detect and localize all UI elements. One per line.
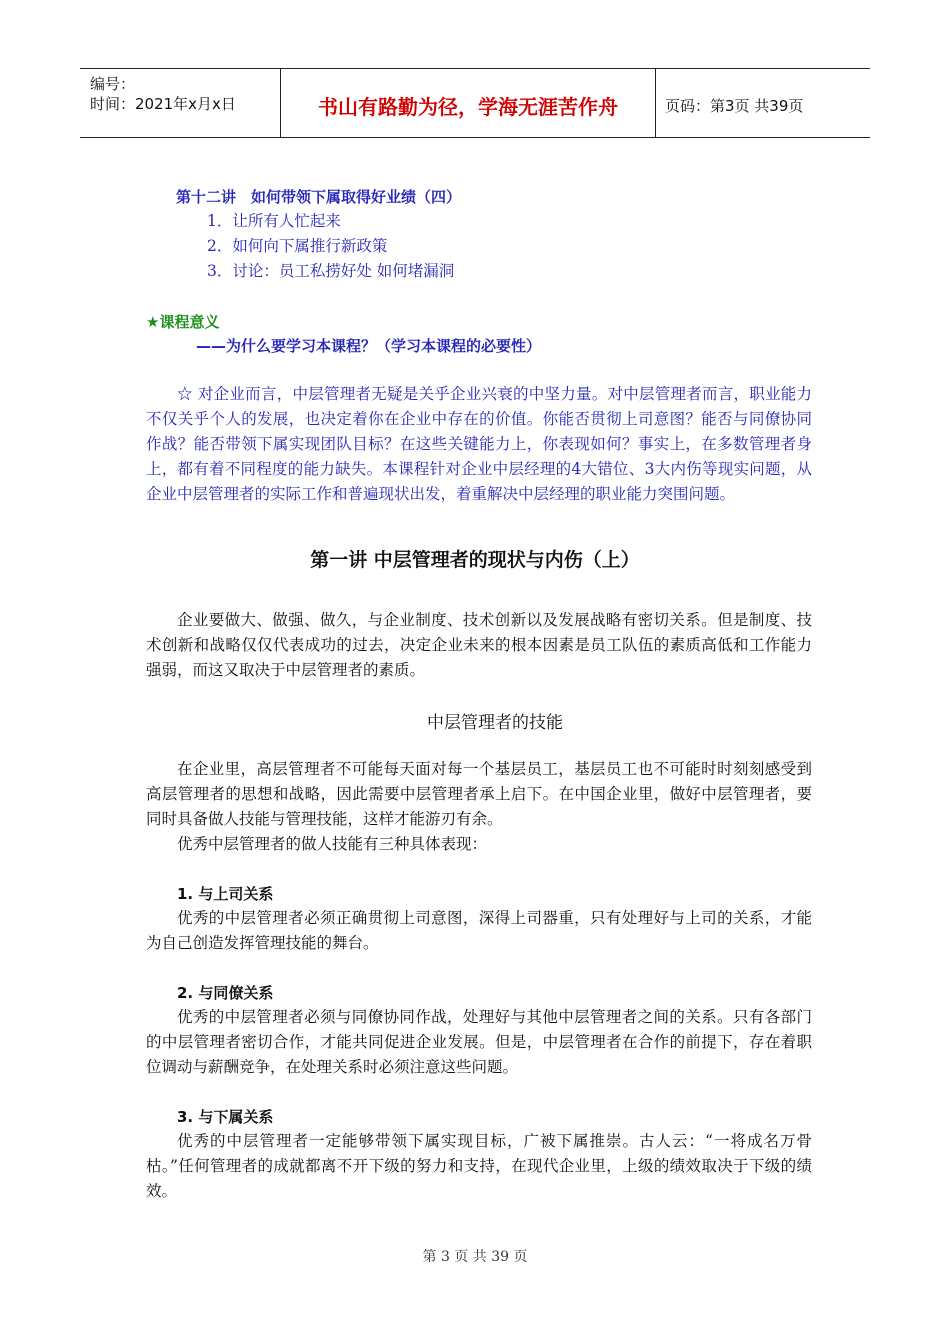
lecture12-item: 2．如何向下属推行新政策	[207, 237, 388, 255]
course-meaning-heading: ★课程意义	[146, 313, 220, 331]
document-number-label: 编号：	[90, 75, 136, 93]
course-meaning-subheading: ——为什么要学习本课程？（学习本课程的必要性）	[196, 337, 542, 355]
header-meta-cell	[80, 69, 280, 137]
section-heading: 2. 与同僚关系	[177, 984, 274, 1002]
header-motto-cell	[280, 69, 656, 137]
section-body: 优秀的中层管理者必须与同僚协同作战，处理好与其他中层管理者之间的关系。只有各部门的中层管理者密切合作，才能共同促进企业发展。但是，中层管理者在合作的前提下，存在着职位调动与薪酬竞争，在处理关系时必须注意这些问题。	[146, 1008, 812, 1076]
lecture12-title: 第十二讲 如何带领下属取得好业绩（四）	[176, 188, 462, 206]
header-motto: 书山有路勤为径，学海无涯苦作舟	[318, 95, 618, 119]
lecture1-intro: 企业要做大、做强、做久，与企业制度、技术创新以及发展战略有密切关系。但是制度、技术创新和战略仅仅代表成功的过去，决定企业未来的根本因素是员工队伍的素质高低和工作能力强弱，而这又取决于中层管理者的素质。	[146, 611, 812, 679]
skills-paragraph: 在企业里，高层管理者不可能每天面对每一个基层员工，基层员工也不可能时时刻刻感受到高层管理者的思想和战略，因此需要中层管理者承上启下。在中国企业里，做好中层管理者，要同时具备做人技能与管理技能，这样才能游刃有余。	[146, 760, 812, 828]
lecture12-item: 1．让所有人忙起来	[207, 212, 341, 230]
section-heading: 1. 与上司关系	[177, 885, 274, 903]
section-body: 优秀的中层管理者必须正确贯彻上司意图，深得上司器重，只有处理好与上司的关系，才能为自己创造发挥管理技能的舞台。	[146, 909, 812, 952]
header-page-cell	[655, 69, 870, 137]
lecture12-item: 3．讨论：员工私捞好处 如何堵漏洞	[207, 262, 455, 280]
course-meaning-body: ☆ 对企业而言，中层管理者无疑是关乎企业兴衰的中坚力量。对中层管理者而言，职业能力不仅关乎个人的发展，也决定着你在企业中存在的价值。你能否贯彻上司意图？能否与同僚协同作战？能否带领下属实现团队目标？在这些关键能力上，你表现如何？事实上，在多数管理者身上，都有着不同程度的能力缺失。本课程针对企业中层经理的4大错位、3大内伤等现实问题，从企业中层管理者的实际工作和普遍现状出发，着重解决中层经理的职业能力突围问题。	[146, 385, 812, 503]
section-body: 优秀的中层管理者一定能够带领下属实现目标，广被下属推崇。古人云：“一将成名万骨枯。”任何管理者的成就都离不开下级的努力和支持，在现代企业里，上级的绩效取决于下级的绩效。	[146, 1132, 812, 1200]
page-header	[80, 68, 870, 138]
header-page-info: 页码：第3页 共39页	[665, 97, 804, 115]
lecture1-title: 第一讲 中层管理者的现状与内伤（上）	[310, 549, 640, 571]
document-date-label: 时间：2021年x月x日	[90, 95, 236, 113]
skills-heading: 中层管理者的技能	[427, 713, 563, 733]
page-footer: 第 3 页 共 39 页	[422, 1249, 528, 1265]
section-heading: 3. 与下属关系	[177, 1108, 274, 1126]
skills-paragraph: 优秀中层管理者的做人技能有三种具体表现：	[177, 835, 488, 853]
